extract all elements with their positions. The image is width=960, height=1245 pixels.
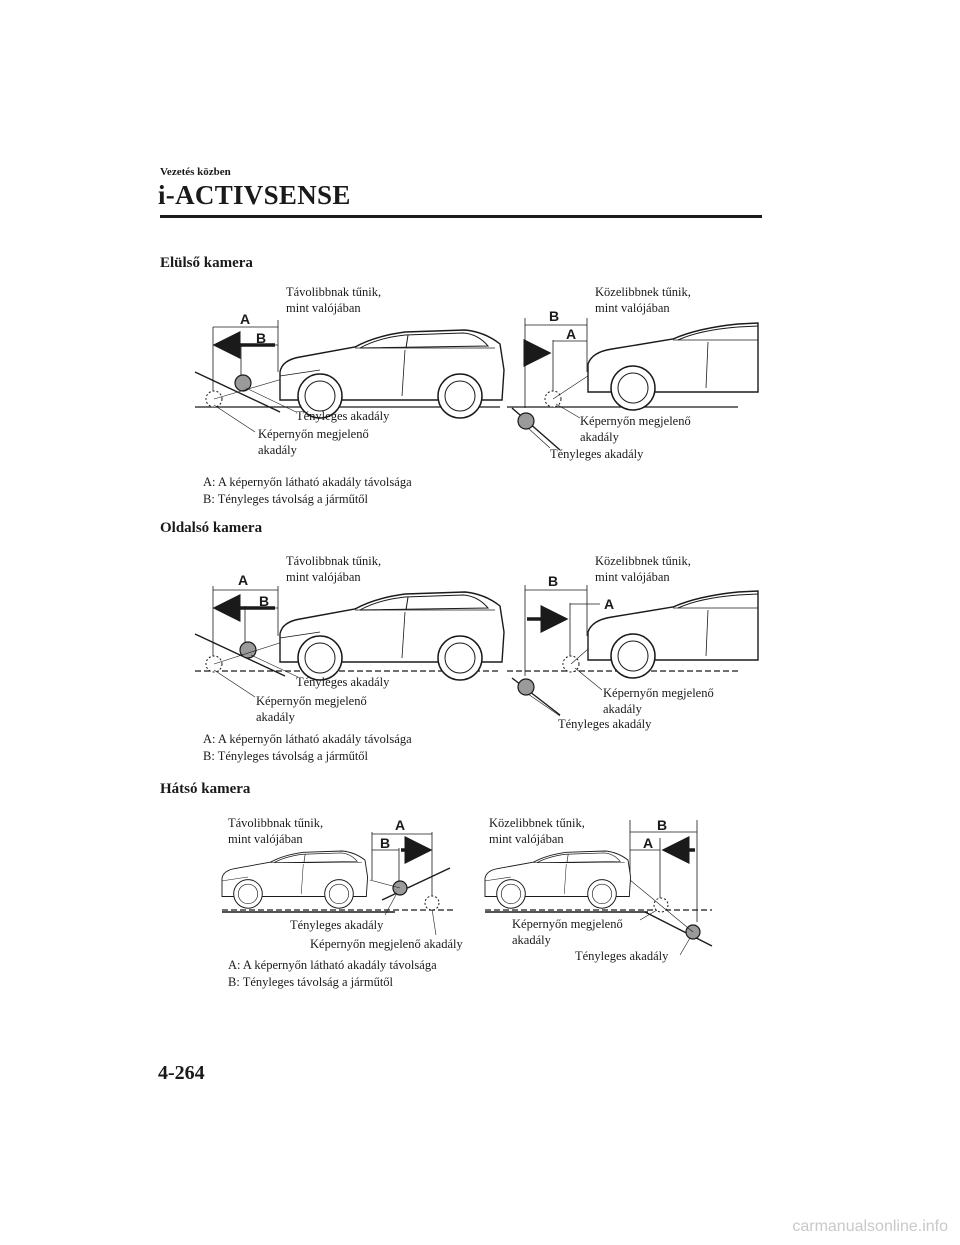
label-displayed-obstacle: Képernyőn megjelenő akadály	[512, 917, 623, 947]
dim-letter-b: B	[259, 593, 270, 609]
legend-b: B: Tényleges távolság a járműtől	[203, 492, 369, 506]
dim-letter-b: B	[549, 308, 560, 324]
label-displayed-obstacle: Képernyőn megjelenő akadály	[310, 937, 463, 951]
section-heading-side: Oldalsó kamera	[160, 520, 263, 536]
dim-letter-b: B	[380, 835, 391, 851]
label-actual-obstacle: Tényleges akadály	[290, 918, 384, 932]
legend-b: B: Tényleges távolság a járműtől	[203, 749, 369, 763]
label-displayed-obstacle: Képernyőn megjelenő akadály	[580, 414, 691, 444]
label-displayed-obstacle: Képernyőn megjelenő akadály	[258, 427, 369, 457]
dim-letter-a: A	[566, 326, 577, 342]
watermark: carmanualsonline.info	[792, 1218, 948, 1235]
label-appears-farther: Távolibbnak tűnik, mint valójában	[286, 554, 382, 584]
dim-letter-a: A	[238, 572, 249, 588]
section-heading-rear: Hátsó kamera	[160, 781, 251, 797]
label-appears-closer: Közelibbnek tűnik, mint valójában	[595, 554, 691, 584]
label-actual-obstacle: Tényleges akadály	[550, 447, 644, 461]
dim-letter-a: A	[643, 835, 654, 851]
dim-letter-a: A	[604, 596, 615, 612]
legend-a: A: A képernyőn látható akadály távolsága	[228, 958, 437, 972]
dim-letter-b: B	[657, 817, 668, 833]
legend-a: A: A képernyőn látható akadály távolsága	[203, 475, 412, 489]
label-appears-closer: Közelibbnek tűnik, mint valójában	[595, 285, 691, 315]
label-actual-obstacle: Tényleges akadály	[296, 409, 390, 423]
breadcrumb: Vezetés közben	[160, 166, 231, 178]
label-displayed-obstacle: Képernyőn megjelenő akadály	[256, 694, 367, 724]
label-appears-closer: Közelibbnek tűnik, mint valójában	[489, 816, 585, 846]
dim-letter-a: A	[395, 817, 406, 833]
page-number: 4-264	[158, 1062, 205, 1084]
dim-letter-b: B	[548, 573, 559, 589]
dim-letter-b: B	[256, 330, 267, 346]
section-heading-front: Elülső kamera	[160, 255, 253, 271]
page-title: i-ACTIVSENSE	[158, 180, 351, 210]
label-actual-obstacle: Tényleges akadály	[296, 675, 390, 689]
legend-b: B: Tényleges távolság a járműtől	[228, 975, 394, 989]
label-appears-farther: Távolibbnak tűnik, mint valójában	[228, 816, 324, 846]
label-actual-obstacle: Tényleges akadály	[575, 949, 669, 963]
dim-letter-a: A	[240, 311, 251, 327]
legend-a: A: A képernyőn látható akadály távolsága	[203, 732, 412, 746]
label-displayed-obstacle: Képernyőn megjelenő akadály	[603, 686, 714, 716]
label-actual-obstacle: Tényleges akadály	[558, 717, 652, 731]
label-appears-farther: Távolibbnak tűnik, mint valójában	[286, 285, 382, 315]
